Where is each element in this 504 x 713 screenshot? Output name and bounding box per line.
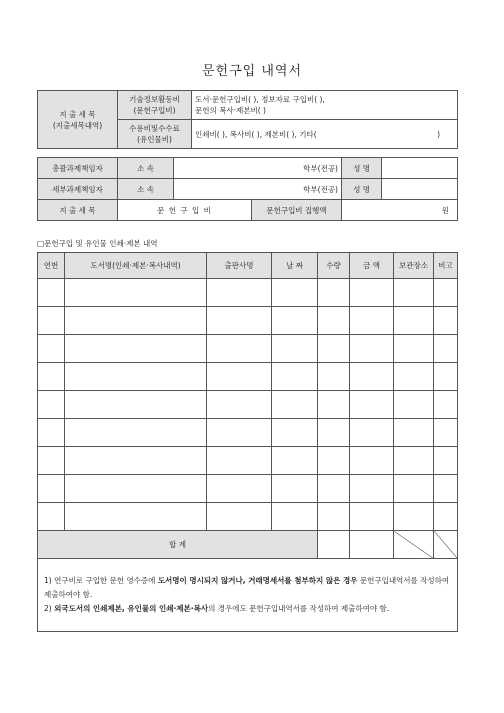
note-2-b: 외국도서의 인쇄제본, 유인물의 인쇄·제본·복사 [54,604,209,613]
total-amount[interactable] [350,531,394,559]
category-supplies [118,120,192,149]
cell[interactable] [272,447,318,475]
note-1-c: 문헌구입내역서를 작성하여 제출하여야 함. [44,576,450,599]
amount-field[interactable] [342,200,458,221]
cell[interactable] [434,307,458,335]
note-2-a: 2) [44,604,55,613]
cell[interactable] [394,503,434,531]
cell[interactable] [318,419,350,447]
cell[interactable] [207,475,272,503]
purchase-list-table [37,252,458,632]
expense-label-main: 지 출 세 목 [59,109,96,119]
cell[interactable] [394,279,434,307]
cell[interactable] [207,307,272,335]
notes [38,559,458,632]
cell[interactable] [272,363,318,391]
cell[interactable] [207,503,272,531]
cell[interactable] [207,363,272,391]
total-storage-na [394,531,434,559]
lead-researcher-label: 총괄과제책임자 [38,158,118,179]
cell[interactable] [394,475,434,503]
header-date: 날 짜 [272,253,318,279]
header-amount: 금 액 [350,253,394,279]
cell[interactable] [350,419,394,447]
lead-department-label: 학부(전공) [303,163,338,173]
cell[interactable] [318,335,350,363]
cell[interactable] [434,363,458,391]
table-row [38,307,458,335]
cell[interactable] [318,307,350,335]
cell[interactable] [38,447,65,475]
header-publisher: 출판사명 [207,253,272,279]
cell[interactable] [318,447,350,475]
cell[interactable] [350,447,394,475]
cell[interactable] [38,475,65,503]
cell[interactable] [434,279,458,307]
cell[interactable] [65,279,207,307]
sub-department-field[interactable] [174,179,342,200]
category-tech-detail-line2: 문헌의 복사·제본비( ) [195,106,266,115]
header-remarks: 비고 [434,253,458,279]
cell[interactable] [65,363,207,391]
cell[interactable] [65,475,207,503]
cell[interactable] [207,279,272,307]
cell[interactable] [65,307,207,335]
note-1-a: 1) 연구비로 구입한 문헌 영수증에 [44,576,158,585]
cell[interactable] [65,419,207,447]
total-quantity[interactable] [318,531,350,559]
header-storage: 보관장소 [394,253,434,279]
cell[interactable] [394,447,434,475]
header-quantity: 수량 [318,253,350,279]
category-supplies-detail-text: 인쇄비( ), 복사비( ), 제본비( ), 기타( [195,129,317,139]
note-1 [44,574,451,602]
sub-department-label: 학부(전공) [303,184,338,194]
note-1-b: 도서명이 명시되지 않거나, 거래명세서를 첨부하지 않은 경우 [157,576,358,585]
cell[interactable] [350,503,394,531]
cell[interactable] [207,391,272,419]
note-2 [44,602,451,616]
cell[interactable] [272,307,318,335]
lead-name-label: 성 명 [342,158,382,179]
cell[interactable] [65,391,207,419]
cell[interactable] [38,419,65,447]
cell[interactable] [350,475,394,503]
header-title: 도서명(인쇄·제본·복사내역) [65,253,207,279]
total-label: 합 계 [38,531,318,559]
category-supplies-detail-close: ) [437,129,440,139]
cell[interactable] [207,335,272,363]
cell[interactable] [350,279,394,307]
table-row [38,419,458,447]
cell[interactable] [38,391,65,419]
cell[interactable] [207,419,272,447]
sub-researcher-label: 세부과제책임자 [38,179,118,200]
researcher-info-table [37,157,458,221]
sub-name-label: 성 명 [342,179,382,200]
category-tech-line1: 기술정보활동비 [129,95,180,104]
cell[interactable] [434,503,458,531]
amount-label: 문헌구입비 집행액 [252,200,342,221]
cell[interactable] [207,447,272,475]
cell[interactable] [65,447,207,475]
cell[interactable] [272,279,318,307]
table-row [38,503,458,531]
cell[interactable] [38,307,65,335]
cell[interactable] [38,363,65,391]
category-tech-line2: (문헌구입비) [133,106,176,115]
cell[interactable] [394,307,434,335]
cell[interactable] [394,419,434,447]
sub-affiliation-label: 소 속 [118,179,174,200]
table-row [38,391,458,419]
cell[interactable] [318,503,350,531]
category-tech-detail-line1: 도서·문헌구입비( ), 정보자료 구입비( ), [195,95,325,104]
section-label: □문헌구입 및 유인물 인쇄·제본 내역 [37,239,158,248]
category-supplies-detail[interactable] [192,120,458,149]
cell[interactable] [65,503,207,531]
cell[interactable] [350,363,394,391]
cell[interactable] [350,391,394,419]
expense-category-table [37,90,458,149]
lead-department-field[interactable] [174,158,342,179]
table-row [38,279,458,307]
cell[interactable] [272,335,318,363]
page-title: 문헌구입 내역서 [201,64,303,79]
expense-category-label [38,91,118,149]
cell[interactable] [272,419,318,447]
cell[interactable] [350,335,394,363]
cell[interactable] [394,363,434,391]
cell[interactable] [318,279,350,307]
total-remarks-na [434,531,458,559]
table-row [38,475,458,503]
cell[interactable] [318,475,350,503]
category-supplies-line1: 수용비및수수료 [129,124,180,133]
cell[interactable] [38,503,65,531]
expense-label-sub: (지출세목내역) [52,120,103,130]
expense-item-value: 문 헌 구 입 비 [118,200,252,221]
cell[interactable] [272,503,318,531]
lead-affiliation-label: 소 속 [118,158,174,179]
cell[interactable] [38,335,65,363]
category-supplies-line2: (유인물비) [137,135,172,144]
cell[interactable] [434,335,458,363]
cell[interactable] [272,391,318,419]
header-no: 연번 [38,253,65,279]
cell[interactable] [38,279,65,307]
cell[interactable] [394,391,434,419]
cell[interactable] [350,307,394,335]
table-row [38,335,458,363]
cell[interactable] [65,335,207,363]
note-2-c: 의 경우에도 문헌구입내역서를 작성하여 제출하여야 함. [208,604,390,613]
cell[interactable] [394,335,434,363]
cell[interactable] [434,391,458,419]
sub-name-field[interactable] [382,179,458,200]
category-tech-detail[interactable] [192,91,458,120]
amount-unit: 원 [441,205,449,215]
cell[interactable] [434,447,458,475]
expense-item-label: 지 출 세 목 [38,200,118,221]
table-row [38,447,458,475]
cell[interactable] [434,419,458,447]
lead-name-field[interactable] [382,158,458,179]
table-row [38,363,458,391]
category-tech-info [118,91,192,120]
cell[interactable] [318,363,350,391]
cell[interactable] [272,475,318,503]
cell[interactable] [318,391,350,419]
cell[interactable] [434,475,458,503]
